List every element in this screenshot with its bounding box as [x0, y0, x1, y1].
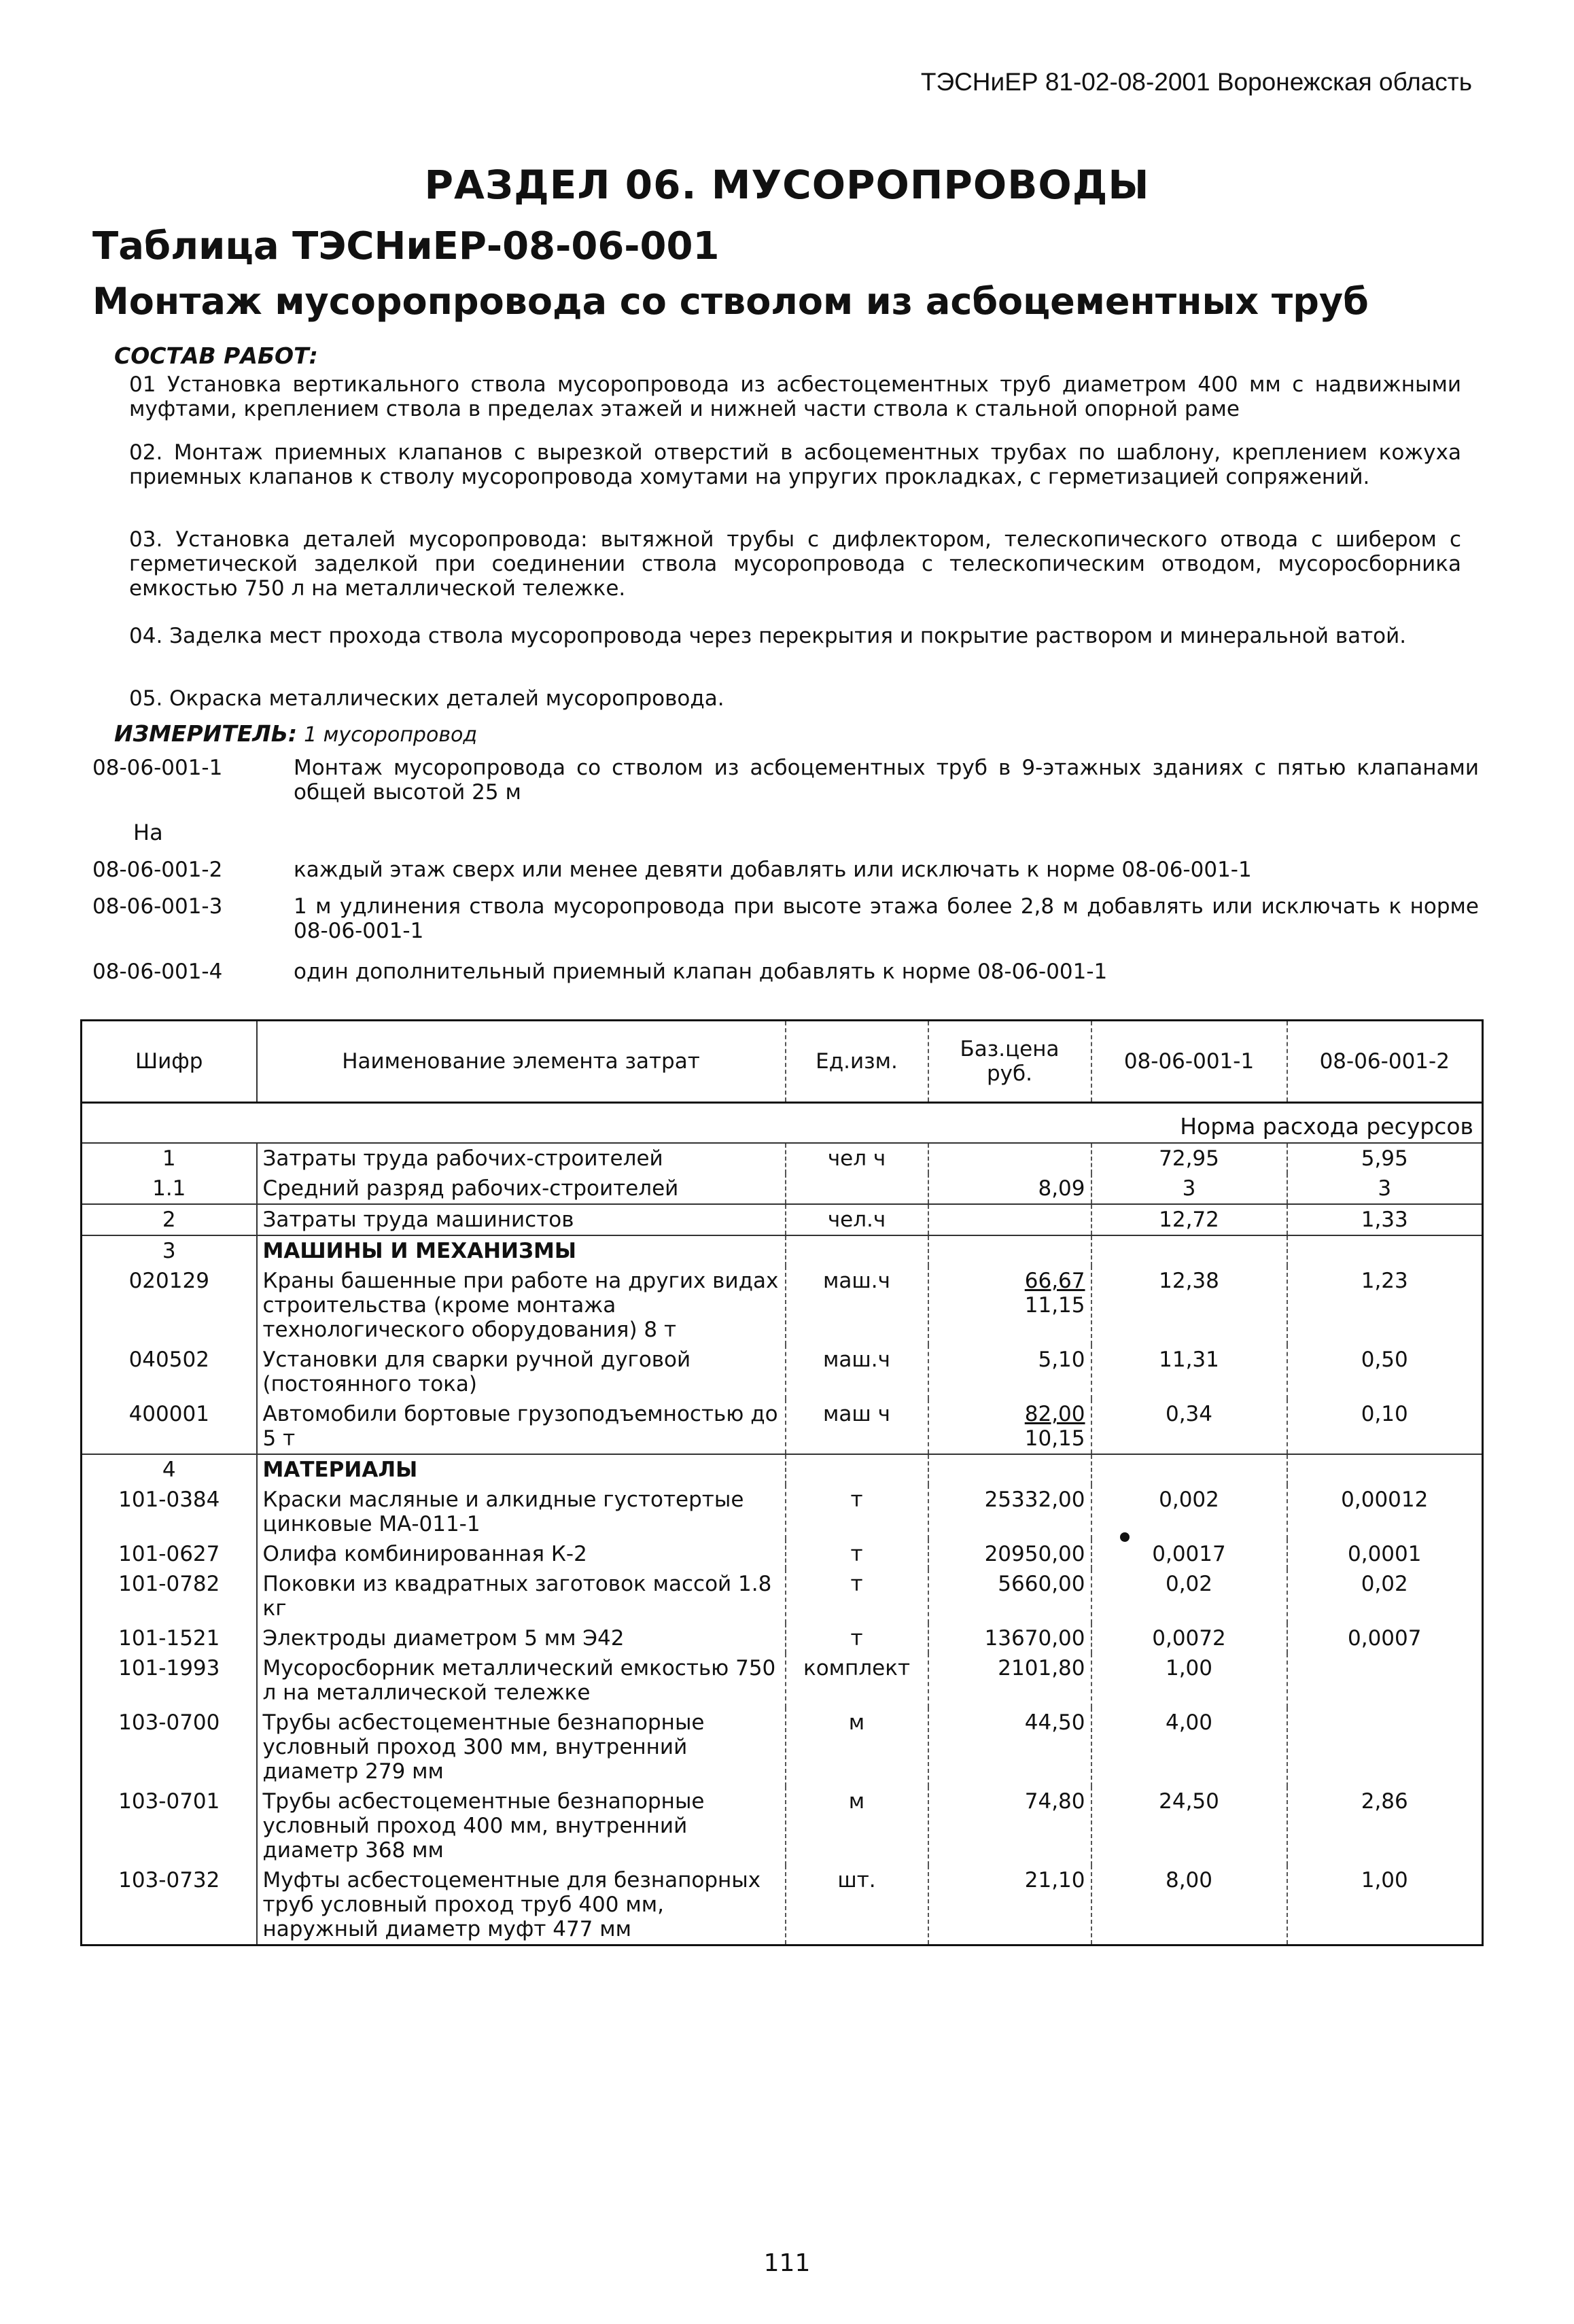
row-norm-2: 1,23	[1361, 1269, 1408, 1293]
norm-text: один дополнительный приемный клапан добавлять к норме 08-06-001-1	[294, 959, 1108, 984]
measure-unit	[114, 720, 477, 747]
table-row	[82, 1653, 1483, 1708]
table-row	[82, 1485, 1483, 1539]
row-price-value: 66,67	[1024, 1269, 1085, 1293]
row-code: 2	[82, 1204, 257, 1235]
row-price	[928, 1653, 1091, 1708]
table-row	[82, 1174, 1483, 1204]
section-title: РАЗДЕЛ 06. МУСОРОПРОВОДЫ	[424, 162, 1150, 208]
table-row	[82, 1569, 1483, 1623]
header-unit: Ед.изм.	[786, 1021, 928, 1103]
row-code: 101-1521	[82, 1623, 257, 1653]
row-code: 101-1993	[82, 1653, 257, 1708]
row-price-value: 13670,00	[984, 1626, 1085, 1651]
row-code: 101-0384	[82, 1485, 257, 1539]
row-unit: м	[786, 1786, 928, 1865]
row-unit: маш.ч	[786, 1345, 928, 1399]
row-price-wage: 10,15	[1024, 1426, 1085, 1451]
row-code: 101-0627	[82, 1539, 257, 1569]
row-unit: т	[786, 1623, 928, 1653]
row-norm-2	[1287, 1653, 1483, 1708]
table-row	[82, 1454, 1483, 1485]
row-norm-1: 11,31	[1091, 1345, 1287, 1399]
row-norm-2: 1,00	[1361, 1868, 1408, 1892]
header-price: Баз.цена руб.	[928, 1021, 1091, 1103]
row-unit: т	[786, 1569, 928, 1623]
header-code: Шифр	[82, 1021, 257, 1103]
row-name: Муфты асбестоцементные для безнапорных труб условный проход труб 400 мм, наружный диаметр муфт 477 мм	[257, 1865, 786, 1946]
row-norm-2: 3	[1378, 1176, 1392, 1201]
row-name: Краны башенные при работе на других видах строительства (кроме монтажа технологического оборудования) 8 т	[257, 1266, 786, 1345]
norm-text: Монтаж мусоропровода со стволом из асбоцементных труб в 9-этажных зданиях с пятью клапанами общей высотой 25 м	[294, 756, 1479, 805]
row-norm-1: 4,00	[1091, 1708, 1287, 1786]
row-name: Мусоросборник металлический емкостью 750 л на металлической тележке	[257, 1653, 786, 1708]
row-name: Поковки из квадратных заготовок массой 1.8 кг	[257, 1569, 786, 1623]
row-code: 103-0732	[82, 1865, 257, 1946]
work-item: 03. Установка деталей мусоропровода: вытяжной трубы с дифлектором, телескопического отвода с шибером с герметической заделкой при соединении ствола мусоропровода с телескопическим отводом, мусоросборника емкостью 750 л на металлической тележке.	[129, 527, 1461, 601]
row-price-value: 5660,00	[998, 1572, 1085, 1596]
row-norm-1	[1091, 1235, 1287, 1266]
row-name: Установки для сварки ручной дуговой (постоянного тока)	[257, 1345, 786, 1399]
row-norm-1: 1,00	[1091, 1653, 1287, 1708]
row-code: 103-0700	[82, 1708, 257, 1786]
row-price	[928, 1708, 1091, 1786]
row-unit: комплект	[786, 1653, 928, 1708]
row-price-value: 74,80	[1024, 1789, 1085, 1814]
row-price	[928, 1266, 1091, 1345]
row-norm-2: 5,95	[1361, 1146, 1408, 1171]
row-price-value: 20950,00	[984, 1542, 1085, 1566]
table-row	[82, 1623, 1483, 1653]
row-name: Трубы асбестоцементные безнапорные условный проход 300 мм, внутренний диаметр 279 мм	[257, 1708, 786, 1786]
table-title: Таблица ТЭСНиЕР-08-06-001	[92, 224, 720, 268]
row-code: 400001	[82, 1399, 257, 1454]
table-row	[82, 1708, 1483, 1786]
row-price-value: 8,09	[1038, 1176, 1085, 1201]
row-norm-1: 0,0017	[1091, 1539, 1287, 1569]
row-unit: т	[786, 1485, 928, 1539]
measure-value: 1 мусоропровод	[304, 723, 478, 747]
row-unit: чел ч	[786, 1143, 928, 1174]
table-row	[82, 1204, 1483, 1235]
norm-text: 1 м удлинения ствола мусоропровода при высоте этажа более 2,8 м добавлять или исключать к норме 08-06-001-1	[294, 894, 1479, 943]
row-unit: маш ч	[786, 1399, 928, 1454]
norm-label-row	[82, 1103, 1483, 1144]
row-norm-2: 0,50	[1361, 1348, 1408, 1372]
row-price	[928, 1399, 1091, 1454]
work-item: 02. Монтаж приемных клапанов с вырезкой отверстий в асбоцементных трубах по шаблону, креплением кожуха приемных клапанов к стволу мусоропровода хомутами на упругих прокладках, с герметизацией сопряжений.	[129, 440, 1461, 489]
row-code: 1.1	[82, 1174, 257, 1204]
row-price	[928, 1485, 1091, 1539]
work-item: 04. Заделка мест прохода ствола мусоропровода через перекрытия и покрытие раствором и минеральной ватой.	[129, 624, 1407, 648]
row-code: 4	[82, 1454, 257, 1485]
row-norm-1: 0,002	[1091, 1485, 1287, 1539]
row-norm-1: 3	[1091, 1174, 1287, 1204]
row-name: Средний разряд рабочих-строителей	[257, 1174, 786, 1204]
row-norm-2: 0,10	[1361, 1402, 1408, 1426]
resource-table	[80, 1019, 1484, 1946]
table-subtitle: Монтаж мусоропровода со стволом из асбоцементных труб	[92, 280, 1369, 323]
row-norm-1: 0,0072	[1091, 1623, 1287, 1653]
norm-code: 08-06-001-2	[92, 858, 223, 882]
row-code: 1	[82, 1143, 257, 1174]
table-row	[82, 1345, 1483, 1399]
row-norm-1: 24,50	[1091, 1786, 1287, 1865]
norm-code: 08-06-001-1	[92, 756, 223, 780]
row-price-value: 44,50	[1024, 1710, 1085, 1735]
row-price	[928, 1143, 1091, 1174]
row-name: Затраты труда рабочих-строителей	[257, 1143, 786, 1174]
row-name: Трубы асбестоцементные безнапорные условный проход 400 мм, внутренний диаметр 368 мм	[257, 1786, 786, 1865]
work-composition-heading: СОСТАВ РАБОТ:	[114, 342, 318, 369]
row-name: МАШИНЫ И МЕХАНИЗМЫ	[257, 1235, 786, 1266]
row-unit	[786, 1454, 928, 1485]
norm-text: каждый этаж сверх или менее девяти добавлять или исключать к норме 08-06-001-1	[294, 858, 1252, 882]
row-norm-1: 72,95	[1091, 1143, 1287, 1174]
row-norm-2	[1287, 1454, 1483, 1485]
row-code: 3	[82, 1235, 257, 1266]
row-norm-2: 0,00012	[1341, 1487, 1429, 1512]
table-row	[82, 1399, 1483, 1454]
row-unit: м	[786, 1708, 928, 1786]
header-norm-1: 08-06-001-1	[1091, 1021, 1287, 1103]
row-code: 101-0782	[82, 1569, 257, 1623]
row-name: МАТЕРИАЛЫ	[257, 1454, 786, 1485]
row-price	[928, 1174, 1091, 1204]
norm-label: Норма расхода ресурсов	[1091, 1103, 1483, 1144]
document-reference: ТЭСНиЕР 81-02-08-2001 Воронежская область	[920, 68, 1472, 96]
row-price	[928, 1569, 1091, 1623]
row-unit: шт.	[786, 1865, 928, 1946]
row-norm-1: 0,02	[1091, 1569, 1287, 1623]
page-number: 111	[763, 2249, 811, 2277]
table-row	[82, 1786, 1483, 1865]
row-norm-1: 12,38	[1091, 1266, 1287, 1345]
header-norm-2: 08-06-001-2	[1287, 1021, 1483, 1103]
table-row	[82, 1143, 1483, 1174]
row-unit: т	[786, 1539, 928, 1569]
row-price	[928, 1539, 1091, 1569]
row-price	[928, 1865, 1091, 1946]
measure-label: ИЗМЕРИТЕЛЬ:	[114, 720, 298, 747]
norm-code: 08-06-001-3	[92, 894, 223, 919]
row-name: Затраты труда машинистов	[257, 1204, 786, 1235]
na-label: На	[133, 820, 163, 845]
row-unit	[786, 1235, 928, 1266]
row-norm-1: 12,72	[1091, 1204, 1287, 1235]
row-price	[928, 1204, 1091, 1235]
row-price	[928, 1623, 1091, 1653]
table-row	[82, 1539, 1483, 1569]
row-price-value: 2101,80	[998, 1656, 1085, 1680]
row-price	[928, 1235, 1091, 1266]
row-name: Краски масляные и алкидные густотертые цинковые МА-011-1	[257, 1485, 786, 1539]
row-norm-2	[1287, 1235, 1483, 1266]
row-price	[928, 1454, 1091, 1485]
table-row	[82, 1865, 1483, 1946]
row-price-value: 82,00	[1024, 1402, 1085, 1426]
row-name: Олифа комбинированная К-2	[257, 1539, 786, 1569]
row-norm-1: 8,00	[1091, 1865, 1287, 1946]
table-header-row	[82, 1021, 1483, 1103]
row-price-value: 5,10	[1038, 1348, 1085, 1372]
row-code: 020129	[82, 1266, 257, 1345]
row-norm-2: 1,33	[1287, 1204, 1483, 1235]
row-price-value: 21,10	[1024, 1868, 1085, 1892]
row-name: Электроды диаметром 5 мм Э42	[257, 1623, 786, 1653]
row-norm-1: 0,34	[1091, 1399, 1287, 1454]
table-row	[82, 1235, 1483, 1266]
row-unit	[786, 1174, 928, 1204]
table-row	[82, 1266, 1483, 1345]
work-item: 01 Установка вертикального ствола мусоропровода из асбестоцементных труб диаметром 400 мм с надвижными муфтами, креплением ствола в пределах этажей и нижней части ствола к стальной опорной раме	[129, 372, 1461, 421]
row-name: Автомобили бортовые грузоподъемностью до 5 т	[257, 1399, 786, 1454]
row-price	[928, 1786, 1091, 1865]
bullet-mark	[1120, 1532, 1130, 1542]
row-code: 040502	[82, 1345, 257, 1399]
row-norm-2: 0,0007	[1348, 1626, 1422, 1651]
row-norm-2: 0,0001	[1348, 1542, 1422, 1566]
header-name: Наименование элемента затрат	[257, 1021, 786, 1103]
row-price-value: 25332,00	[984, 1487, 1085, 1512]
row-code: 103-0701	[82, 1786, 257, 1865]
row-price-wage: 11,15	[1024, 1293, 1085, 1318]
row-norm-2	[1287, 1708, 1483, 1786]
work-item: 05. Окраска металлических деталей мусоропровода.	[129, 686, 724, 711]
row-norm-1	[1091, 1454, 1287, 1485]
row-norm-2: 2,86	[1361, 1789, 1408, 1814]
row-norm-2: 0,02	[1361, 1572, 1408, 1596]
norm-code: 08-06-001-4	[92, 959, 223, 984]
row-price	[928, 1345, 1091, 1399]
row-unit: маш.ч	[786, 1266, 928, 1345]
row-unit: чел.ч	[786, 1204, 928, 1235]
